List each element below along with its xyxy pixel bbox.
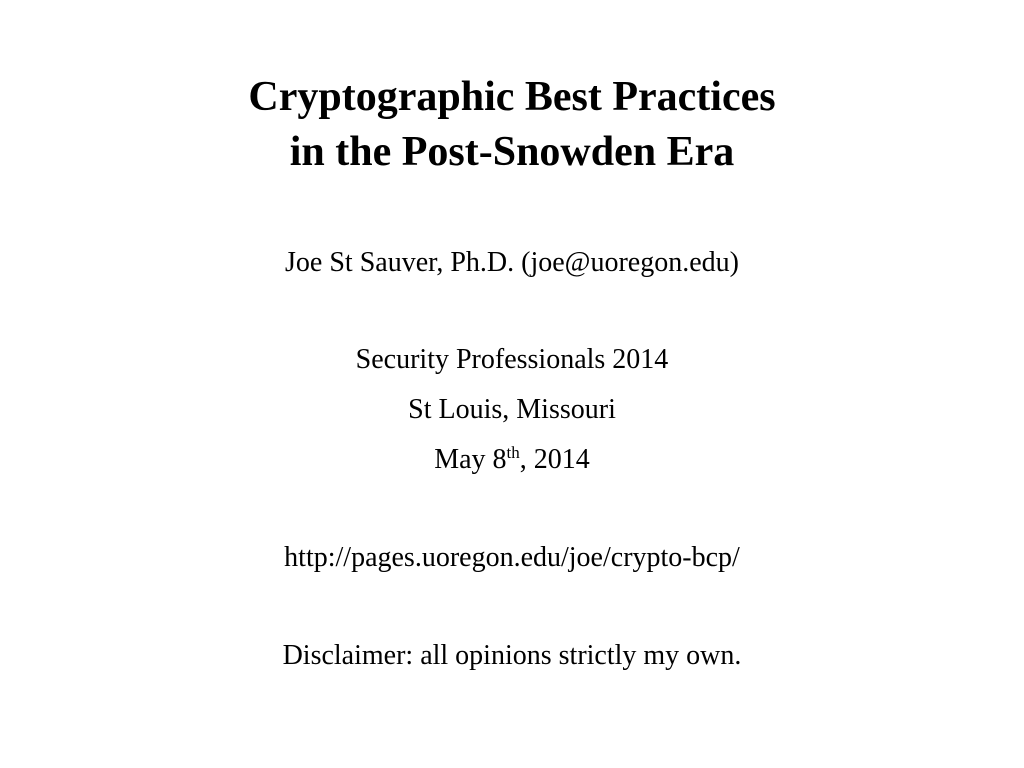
event-date-month-day: May 8 [434, 444, 507, 475]
event-date [0, 442, 1024, 478]
event-location: St Louis, Missouri [408, 394, 616, 425]
event-date-year: , 2014 [519, 444, 590, 475]
disclaimer-text: Disclaimer: all opinions strictly my own. [282, 640, 742, 671]
slide-title-line-1: Cryptographic Best Practices [248, 74, 776, 120]
slide-title-line-2: in the Post-Snowden Era [289, 129, 735, 175]
presentation-url: http://pages.uoregon.edu/joe/crypto-bcp/ [284, 542, 740, 573]
author-line: Joe St Sauver, Ph.D. (joe@uoregon.edu) [285, 247, 739, 278]
event-name: Security Professionals 2014 [355, 344, 669, 375]
event-date-ordinal-suffix: th [506, 443, 520, 462]
